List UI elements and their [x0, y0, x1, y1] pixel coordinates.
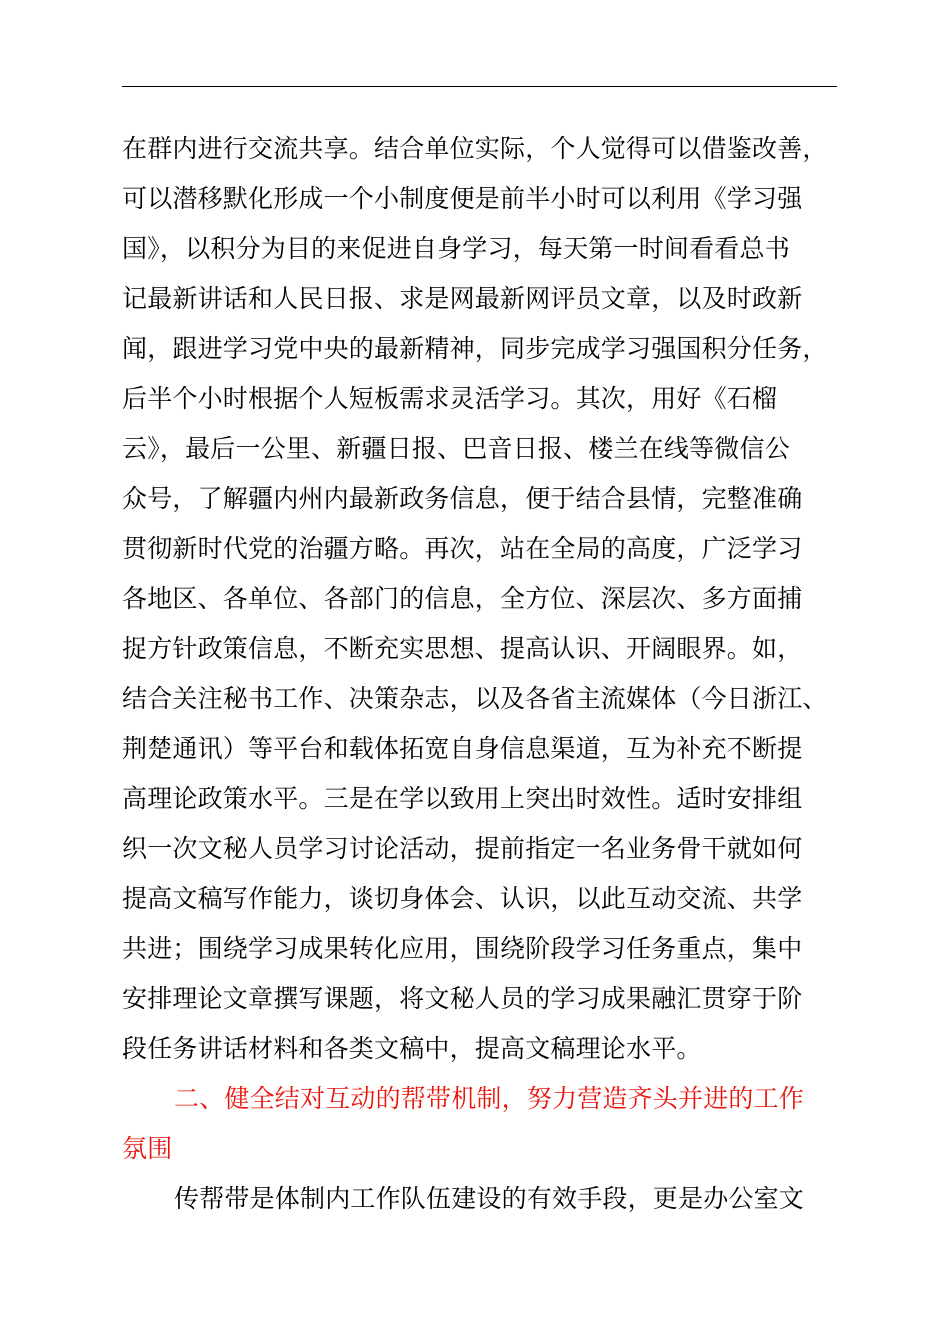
- paragraph-line: 荆楚通讯）等平台和载体拓宽自身信息渠道，互为补充不断提: [122, 734, 803, 763]
- paragraph-line: 众号，了解疆内州内最新政务信息，便于结合县情，完整准确: [122, 484, 803, 513]
- document-body: [122, 124, 837, 1224]
- paragraph-line: 提高文稿写作能力，谈切身体会、认识，以此互动交流、共学: [122, 884, 803, 913]
- section-heading-line: 二、健全结对互动的帮带机制，努力营造齐头并进的工作: [174, 1084, 805, 1113]
- paragraph-line: 闻，跟进学习党中央的最新精神，同步完成学习强国积分任务，: [122, 334, 828, 363]
- section-heading-line: 氛围: [122, 1134, 173, 1163]
- paragraph-line: 后半个小时根据个人短板需求灵活学习。其次，用好《石榴: [122, 384, 778, 413]
- paragraph-line: 贯彻新时代党的治疆方略。再次，站在全局的高度，广泛学习: [122, 534, 803, 563]
- paragraph-line: 国》，以积分为目的来促进自身学习，每天第一时间看看总书: [122, 234, 790, 263]
- section-heading: [122, 1074, 837, 1174]
- paragraph-line: 记最新讲话和人民日报、求是网最新网评员文章，以及时政新: [122, 284, 803, 313]
- paragraph-line: 传帮带是体制内工作队伍建设的有效手段，更是办公室文: [174, 1184, 805, 1213]
- paragraph-line: 结合关注秘书工作、决策杂志，以及各省主流媒体（今日浙江、: [122, 684, 828, 713]
- paragraph-1: [122, 124, 837, 1074]
- paragraph-line: 高理论政策水平。三是在学以致用上突出时效性。适时安排组: [122, 784, 803, 813]
- paragraph-line: 云》，最后一公里、新疆日报、巴音日报、楼兰在线等微信公: [122, 434, 790, 463]
- paragraph-line: 在群内进行交流共享。结合单位实际，个人觉得可以借鉴改善，: [122, 134, 828, 163]
- paragraph-line: 捉方针政策信息，不断充实思想、提高认识、开阔眼界。如，: [122, 634, 803, 663]
- paragraph-line: 安排理论文章撰写课题，将文秘人员的学习成果融汇贯穿于阶: [122, 984, 803, 1013]
- paragraph-line: 各地区、各单位、各部门的信息，全方位、深层次、多方面捕: [122, 584, 803, 613]
- paragraph-line: 共进；围绕学习成果转化应用，围绕阶段学习任务重点，集中: [122, 934, 803, 963]
- paragraph-line: 段任务讲话材料和各类文稿中，提高文稿理论水平。: [122, 1034, 702, 1063]
- paragraph-line: 织一次文秘人员学习讨论活动，提前指定一名业务骨干就如何: [122, 834, 803, 863]
- paragraph-2: [122, 1174, 837, 1224]
- paragraph-line: 可以潜移默化形成一个小制度便是前半小时可以利用《学习强: [122, 184, 803, 213]
- header-rule: [122, 86, 837, 87]
